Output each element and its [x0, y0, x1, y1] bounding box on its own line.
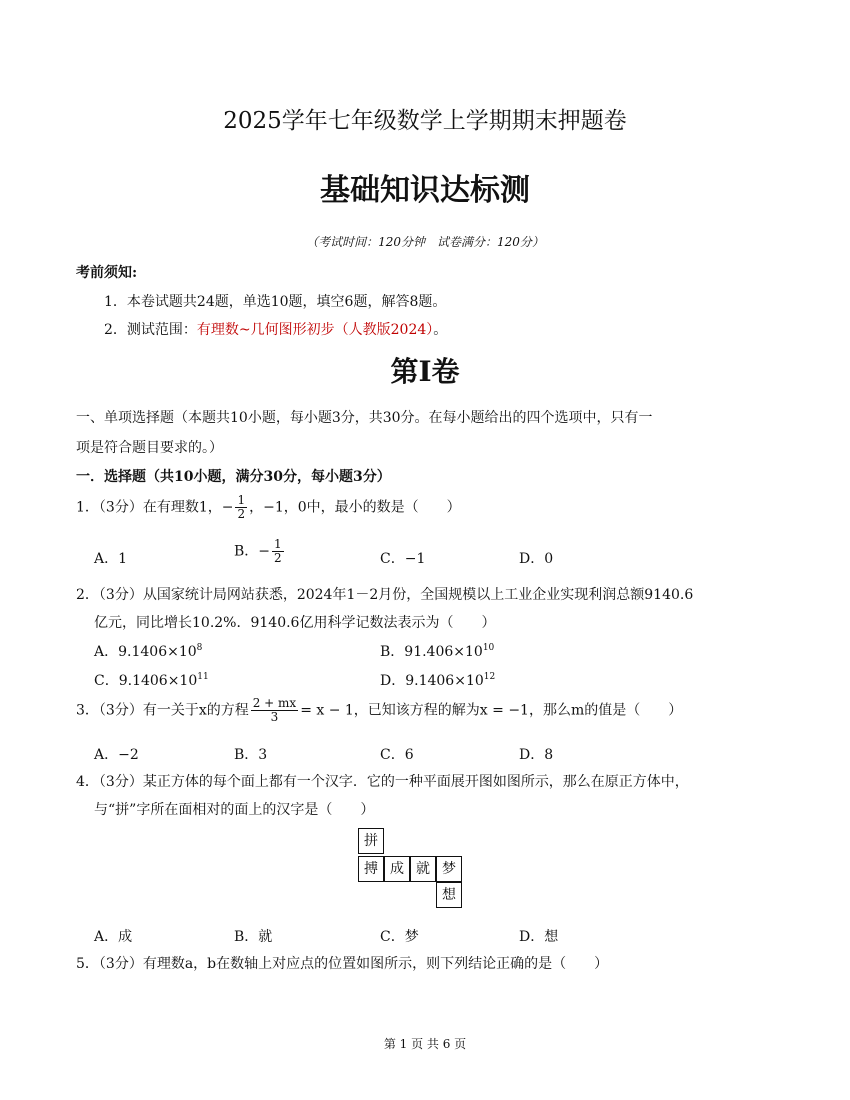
notice-item-2-prefix: 2．测试范围：: [104, 322, 197, 338]
q3-option-c: C．6: [380, 747, 414, 763]
q3-option-d: D．8: [519, 747, 554, 763]
question-2-line-1: 2．（3分）从国家统计局网站获悉，2024年1－2月份，全国规模以上工业企业实现利润总额9140.6: [76, 587, 694, 603]
notice-heading: 考前须知:: [76, 265, 138, 281]
question-4-line-2: 与“拼”字所在面相对的面上的汉字是（ ）: [94, 802, 375, 818]
q3-frac-num: 2 + mx: [252, 696, 297, 710]
notice-item-2: [104, 319, 447, 339]
test-scope: 有理数~几何图形初步（人教版2024）: [196, 322, 434, 338]
q1-frac-num: 1: [237, 493, 246, 507]
q1-stem-part-b: ，−1，0中，最小的数是（ ）: [249, 499, 461, 516]
page-number: 第 1 页 共 6 页: [383, 1037, 467, 1051]
q3-stem-part-a: 3．（3分）有一关于x的方程: [76, 702, 249, 719]
question-4-line-1: 4．（3分）某正方体的每个面上都有一个汉字．它的一种平面展开图如图所示，那么在原正方体中，: [76, 774, 689, 790]
exam-subtitle: 基础知识达标测: [320, 173, 530, 208]
notice-item-2-suffix: 。: [433, 322, 448, 338]
net-cell-row-3: 就: [410, 856, 436, 882]
net-cell-row-4: 梦: [436, 856, 462, 882]
q1-option-b: [234, 538, 286, 565]
net-cell-row-2: 成: [384, 856, 410, 882]
q1-fraction: [235, 494, 247, 521]
q1-option-a: A．1: [94, 551, 128, 567]
q2-option-d: [380, 670, 495, 690]
net-cell-top: 拼: [358, 828, 384, 854]
part-instructions-line-2: 项是符合题目要求的。）: [76, 440, 223, 456]
q3-fraction: [251, 697, 298, 724]
net-cell-row-1: 搏: [358, 856, 384, 882]
q1-option-b-label: B．−: [234, 543, 271, 560]
section-title: 第I卷: [390, 355, 460, 388]
exam-title: 2025学年七年级数学上学期期末押题卷: [223, 108, 627, 134]
exam-time-info: （考试时间：120分钟 试卷满分：120分）: [306, 235, 544, 249]
q1-opt-b-num: 1: [274, 537, 282, 551]
q1-frac-den: 2: [237, 507, 246, 521]
q2-option-c: [94, 670, 209, 690]
notice-item-1: 1．本卷试题共24题，单选10题，填空6题，解答8题。: [104, 294, 447, 310]
question-1-stem: [76, 494, 461, 521]
q2-opt-b-base: B．91.406×10: [380, 644, 483, 660]
q3-option-a: A．−2: [94, 747, 139, 763]
q4-option-a: A．成: [94, 929, 133, 945]
q4-option-c: C．梦: [380, 929, 419, 945]
q1-option-c: C．−1: [380, 551, 426, 567]
q4-option-d: D．想: [519, 929, 559, 945]
q1-stem-part-a: 1．（3分）在有理数1，−: [76, 499, 234, 516]
question-5-stem: 5．（3分）有理数a，b在数轴上对应点的位置如图所示，则下列结论正确的是（ ）: [76, 956, 609, 972]
q2-opt-a-exp: 8: [196, 643, 203, 653]
part-instructions-line-1: 一、单项选择题（本题共10小题，每小题3分，共30分。在每小题给出的四个选项中，只有一: [76, 410, 653, 426]
q3-frac-den: 3: [270, 710, 279, 724]
q2-opt-c-base: C．9.1406×10: [94, 673, 198, 689]
cube-net-figure: [358, 828, 464, 910]
question-3-stem: [76, 697, 682, 724]
q1-option-b-fraction: [272, 538, 284, 565]
q4-option-b: B．就: [234, 929, 273, 945]
q1-option-d: D．0: [519, 551, 554, 567]
question-2-line-2: 亿元，同比增长10.2%．9140.6亿用科学记数法表示为（ ）: [94, 615, 496, 631]
net-cell-bottom: 想: [436, 882, 462, 908]
q2-opt-a-base: A．9.1406×10: [94, 644, 197, 660]
q2-opt-b-exp: 10: [482, 643, 495, 653]
q1-opt-b-den: 2: [274, 551, 282, 565]
q2-opt-c-exp: 11: [197, 672, 209, 682]
q3-stem-part-b: = x − 1，已知该方程的解为x = −1，那么m的值是（ ）: [300, 702, 683, 719]
q2-opt-d-base: D．9.1406×10: [380, 673, 484, 689]
q2-option-a: [94, 641, 202, 661]
choice-section-heading: 一．选择题（共10小题，满分30分，每小题3分）: [76, 469, 391, 485]
q2-option-b: [380, 641, 494, 661]
q3-option-b: B．3: [234, 747, 268, 763]
q2-opt-d-exp: 12: [483, 672, 496, 682]
